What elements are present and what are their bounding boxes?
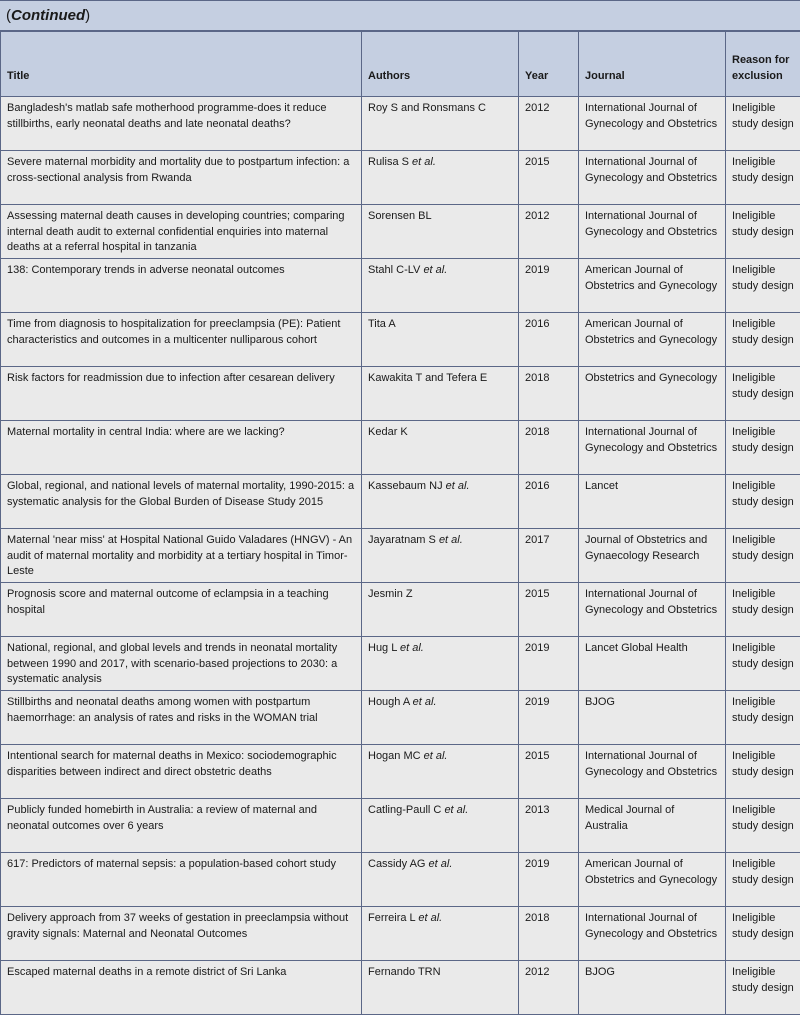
authors-cell (362, 583, 519, 637)
title-cell: Maternal 'near miss' at Hospital National Guido Valadares (HNGV) - An audit of maternal mortality and morbidity at a tertiary hospital in Timor-Leste (1, 529, 362, 583)
reason-cell: Ineligible study design (726, 205, 800, 259)
et-al-text: et al. (423, 264, 447, 276)
title-cell: Escaped maternal deaths in a remote district of Sri Lanka (1, 961, 362, 1015)
reason-cell: Ineligible study design (726, 97, 800, 151)
table-row (1, 97, 800, 151)
year-cell: 2013 (519, 799, 579, 853)
journal-cell: International Journal of Gynecology and Obstetrics (579, 205, 726, 259)
journal-cell: International Journal of Gynecology and Obstetrics (579, 151, 726, 205)
title-cell: Stillbirths and neonatal deaths among women with postpartum haemorrhage: an analysis of rates and risks in the WOMAN trial (1, 691, 362, 745)
authors-cell (362, 853, 519, 907)
et-al-text: et al. (424, 750, 448, 762)
et-al-text: et al. (446, 480, 470, 492)
author-name: Hug L (368, 642, 397, 654)
authors-cell (362, 205, 519, 259)
author-name: Kawakita T and Tefera E (368, 372, 487, 384)
exclusion-table (0, 31, 800, 1015)
reason-cell: Ineligible study design (726, 799, 800, 853)
et-al-text: et al. (400, 642, 424, 654)
year-cell: 2015 (519, 583, 579, 637)
title-cell: Prognosis score and maternal outcome of eclampsia in a teaching hospital (1, 583, 362, 637)
table-row (1, 313, 800, 367)
author-name: Cassidy AG (368, 858, 425, 870)
header-journal: Journal (579, 32, 726, 97)
journal-cell: Medical Journal of Australia (579, 799, 726, 853)
reason-cell: Ineligible study design (726, 907, 800, 961)
reason-cell: Ineligible study design (726, 637, 800, 691)
continued-banner (0, 0, 800, 31)
year-cell: 2016 (519, 475, 579, 529)
author-name: Jesmin Z (368, 588, 413, 600)
et-al-text: et al. (413, 696, 437, 708)
banner-close-paren: ) (85, 7, 90, 24)
journal-cell: Lancet (579, 475, 726, 529)
et-al-text: et al. (418, 912, 442, 924)
authors-cell (362, 151, 519, 205)
authors-cell (362, 97, 519, 151)
year-cell: 2016 (519, 313, 579, 367)
table-body (1, 97, 800, 1015)
year-cell: 2018 (519, 367, 579, 421)
reason-cell: Ineligible study design (726, 691, 800, 745)
header-authors: Authors (362, 32, 519, 97)
table-row (1, 151, 800, 205)
author-name: Kedar K (368, 426, 408, 438)
year-cell: 2012 (519, 97, 579, 151)
title-cell: Risk factors for readmission due to infection after cesarean delivery (1, 367, 362, 421)
reason-cell: Ineligible study design (726, 853, 800, 907)
authors-cell (362, 961, 519, 1015)
et-al-text: et al. (439, 534, 463, 546)
author-name: Tita A (368, 318, 396, 330)
authors-cell (362, 259, 519, 313)
header-year: Year (519, 32, 579, 97)
reason-cell: Ineligible study design (726, 421, 800, 475)
journal-cell: International Journal of Gynecology and Obstetrics (579, 745, 726, 799)
journal-cell: Obstetrics and Gynecology (579, 367, 726, 421)
year-cell: 2015 (519, 745, 579, 799)
authors-cell (362, 421, 519, 475)
year-cell: 2017 (519, 529, 579, 583)
table-row (1, 745, 800, 799)
journal-cell: BJOG (579, 961, 726, 1015)
title-cell: Severe maternal morbidity and mortality due to postpartum infection: a cross-sectional analysis from Rwanda (1, 151, 362, 205)
title-cell: Assessing maternal death causes in developing countries; comparing internal death audit to external confidential enquiries into maternal deaths at a referral hospital in tanzania (1, 205, 362, 259)
table-row (1, 853, 800, 907)
title-cell: 138: Contemporary trends in adverse neonatal outcomes (1, 259, 362, 313)
year-cell: 2018 (519, 421, 579, 475)
year-cell: 2019 (519, 853, 579, 907)
table-row (1, 205, 800, 259)
journal-cell: International Journal of Gynecology and Obstetrics (579, 907, 726, 961)
table-row (1, 637, 800, 691)
authors-cell (362, 367, 519, 421)
author-name: Rulisa S (368, 156, 409, 168)
authors-cell (362, 529, 519, 583)
year-cell: 2015 (519, 151, 579, 205)
author-name: Roy S and Ronsmans C (368, 102, 486, 114)
journal-cell: Journal of Obstetrics and Gynaecology Research (579, 529, 726, 583)
reason-cell: Ineligible study design (726, 961, 800, 1015)
table-row (1, 799, 800, 853)
title-cell: Publicly funded homebirth in Australia: a review of maternal and neonatal outcomes over 6 years (1, 799, 362, 853)
authors-cell (362, 637, 519, 691)
reason-cell: Ineligible study design (726, 259, 800, 313)
table-row (1, 475, 800, 529)
author-name: Kassebaum NJ (368, 480, 443, 492)
table-row (1, 583, 800, 637)
title-cell: Global, regional, and national levels of maternal mortality, 1990-2015: a systematic analysis for the Global Burden of Disease Study 2015 (1, 475, 362, 529)
reason-cell: Ineligible study design (726, 583, 800, 637)
author-name: Sorensen BL (368, 210, 432, 222)
title-cell: National, regional, and global levels and trends in neonatal mortality between 1990 and 2017, with scenario-based projections to 2030: a systematic analysis (1, 637, 362, 691)
journal-cell: Lancet Global Health (579, 637, 726, 691)
table-row (1, 367, 800, 421)
authors-cell (362, 745, 519, 799)
year-cell: 2019 (519, 637, 579, 691)
table-row (1, 529, 800, 583)
reason-cell: Ineligible study design (726, 367, 800, 421)
year-cell: 2018 (519, 907, 579, 961)
journal-cell: International Journal of Gynecology and Obstetrics (579, 97, 726, 151)
header-row (1, 32, 800, 97)
author-name: Catling-Paull C (368, 804, 441, 816)
table-row (1, 421, 800, 475)
title-cell: Intentional search for maternal deaths in Mexico: sociodemographic disparities between indirect and direct obstetric deaths (1, 745, 362, 799)
journal-cell: American Journal of Obstetrics and Gynecology (579, 853, 726, 907)
table-row (1, 691, 800, 745)
title-cell: Delivery approach from 37 weeks of gestation in preeclampsia without gravity signals: Maternal and Neonatal Outcomes (1, 907, 362, 961)
journal-cell: American Journal of Obstetrics and Gynecology (579, 259, 726, 313)
authors-cell (362, 691, 519, 745)
author-name: Ferreira L (368, 912, 415, 924)
year-cell: 2012 (519, 205, 579, 259)
title-cell: Time from diagnosis to hospitalization for preeclampsia (PE): Patient characteristics and outcomes in a multicenter nulliparous cohort (1, 313, 362, 367)
table-row (1, 961, 800, 1015)
reason-cell: Ineligible study design (726, 151, 800, 205)
reason-cell: Ineligible study design (726, 745, 800, 799)
title-cell: Maternal mortality in central India: where are we lacking? (1, 421, 362, 475)
year-cell: 2019 (519, 691, 579, 745)
author-name: Hogan MC (368, 750, 421, 762)
author-name: Jayaratnam S (368, 534, 436, 546)
reason-cell: Ineligible study design (726, 475, 800, 529)
year-cell: 2019 (519, 259, 579, 313)
journal-cell: International Journal of Gynecology and Obstetrics (579, 583, 726, 637)
title-cell: Bangladesh's matlab safe motherhood programme-does it reduce stillbirths, early neonatal deaths and late neonatal deaths? (1, 97, 362, 151)
journal-cell: BJOG (579, 691, 726, 745)
et-al-text: et al. (429, 858, 453, 870)
header-reason: Reason for exclusion (726, 32, 800, 97)
header-title: Title (1, 32, 362, 97)
et-al-text: et al. (412, 156, 436, 168)
authors-cell (362, 907, 519, 961)
authors-cell (362, 475, 519, 529)
journal-cell: International Journal of Gynecology and Obstetrics (579, 421, 726, 475)
continued-label: Continued (11, 7, 85, 24)
reason-cell: Ineligible study design (726, 529, 800, 583)
reason-cell: Ineligible study design (726, 313, 800, 367)
author-name: Fernando TRN (368, 966, 441, 978)
journal-cell: American Journal of Obstetrics and Gynecology (579, 313, 726, 367)
table-row (1, 259, 800, 313)
authors-cell (362, 313, 519, 367)
table-row (1, 907, 800, 961)
author-name: Stahl C-LV (368, 264, 420, 276)
author-name: Hough A (368, 696, 410, 708)
et-al-text: et al. (444, 804, 468, 816)
title-cell: 617: Predictors of maternal sepsis: a population-based cohort study (1, 853, 362, 907)
banner-open-paren: ( (6, 7, 11, 24)
authors-cell (362, 799, 519, 853)
year-cell: 2012 (519, 961, 579, 1015)
